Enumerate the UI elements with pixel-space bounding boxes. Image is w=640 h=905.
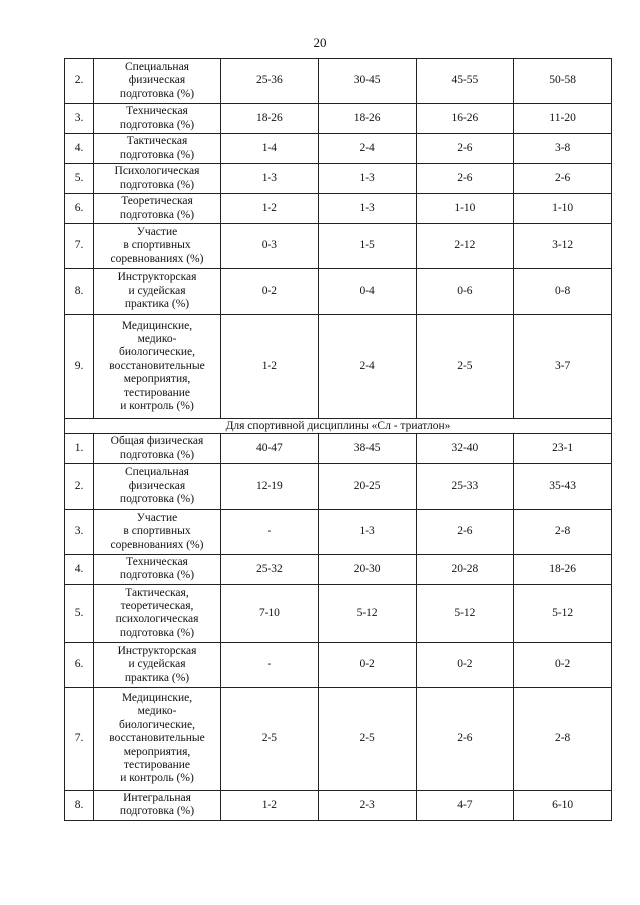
training-type-name: Инструкторская и судейская практика (%) bbox=[94, 269, 221, 315]
row-number: 7. bbox=[65, 687, 94, 790]
section-heading-row bbox=[65, 419, 612, 434]
training-plan-table bbox=[64, 58, 612, 821]
section-heading: Для спортивной дисциплины «Сл - триатлон» bbox=[65, 419, 612, 434]
row-number: 2. bbox=[65, 464, 94, 510]
table-row bbox=[65, 104, 612, 134]
training-type-name: Медицинские, медико- биологические, восстановительные мероприятия, тестирование и контроль (%) bbox=[94, 315, 221, 419]
percentage-range-cell: 2-6 bbox=[416, 134, 514, 164]
percentage-range-cell: 25-32 bbox=[221, 555, 319, 585]
percentage-range-cell: 1-3 bbox=[318, 164, 416, 194]
row-number: 3. bbox=[65, 104, 94, 134]
percentage-range-cell: 50-58 bbox=[514, 59, 612, 104]
table-row bbox=[65, 642, 612, 687]
percentage-range-cell: 40-47 bbox=[221, 434, 319, 464]
percentage-range-cell: 2-4 bbox=[318, 315, 416, 419]
percentage-range-cell: 1-3 bbox=[318, 510, 416, 555]
row-number: 7. bbox=[65, 224, 94, 269]
table-row bbox=[65, 315, 612, 419]
percentage-range-cell: 1-3 bbox=[318, 194, 416, 224]
table-row bbox=[65, 434, 612, 464]
training-type-name: Теоретическая подготовка (%) bbox=[94, 194, 221, 224]
row-number: 5. bbox=[65, 164, 94, 194]
table-row bbox=[65, 224, 612, 269]
percentage-range-cell: 45-55 bbox=[416, 59, 514, 104]
percentage-range-cell: 1-2 bbox=[221, 194, 319, 224]
percentage-range-cell: 12-19 bbox=[221, 464, 319, 510]
percentage-range-cell: 23-1 bbox=[514, 434, 612, 464]
training-type-name: Техническая подготовка (%) bbox=[94, 104, 221, 134]
percentage-range-cell: 5-12 bbox=[514, 584, 612, 642]
percentage-range-cell: 1-3 bbox=[221, 164, 319, 194]
percentage-range-cell: 18-26 bbox=[318, 104, 416, 134]
percentage-range-cell: 0-8 bbox=[514, 269, 612, 315]
percentage-range-cell: 1-4 bbox=[221, 134, 319, 164]
percentage-range-cell: 2-6 bbox=[416, 687, 514, 790]
table-row bbox=[65, 584, 612, 642]
table-row bbox=[65, 510, 612, 555]
percentage-range-cell: 2-12 bbox=[416, 224, 514, 269]
row-number: 1. bbox=[65, 434, 94, 464]
percentage-range-cell: 35-43 bbox=[514, 464, 612, 510]
percentage-range-cell: 1-5 bbox=[318, 224, 416, 269]
training-type-name: Техническая подготовка (%) bbox=[94, 555, 221, 585]
percentage-range-cell: 2-6 bbox=[416, 510, 514, 555]
percentage-range-cell: 5-12 bbox=[318, 584, 416, 642]
percentage-range-cell: 2-5 bbox=[416, 315, 514, 419]
table-row bbox=[65, 464, 612, 510]
row-number: 2. bbox=[65, 59, 94, 104]
percentage-range-cell: 2-5 bbox=[318, 687, 416, 790]
training-type-name: Общая физическая подготовка (%) bbox=[94, 434, 221, 464]
percentage-range-cell: 0-2 bbox=[416, 642, 514, 687]
percentage-range-cell: 18-26 bbox=[221, 104, 319, 134]
table-row bbox=[65, 134, 612, 164]
row-number: 6. bbox=[65, 642, 94, 687]
table-row bbox=[65, 59, 612, 104]
row-number: 8. bbox=[65, 269, 94, 315]
table-row bbox=[65, 269, 612, 315]
training-type-name: Медицинские, медико- биологические, восстановительные мероприятия, тестирование и контроль (%) bbox=[94, 687, 221, 790]
percentage-range-cell: 1-10 bbox=[514, 194, 612, 224]
training-type-name: Тактическая подготовка (%) bbox=[94, 134, 221, 164]
percentage-range-cell: - bbox=[221, 642, 319, 687]
table-row bbox=[65, 790, 612, 820]
percentage-range-cell: 7-10 bbox=[221, 584, 319, 642]
percentage-range-cell: 3-12 bbox=[514, 224, 612, 269]
percentage-range-cell: 2-6 bbox=[416, 164, 514, 194]
percentage-range-cell: 3-8 bbox=[514, 134, 612, 164]
table-row bbox=[65, 194, 612, 224]
percentage-range-cell: 32-40 bbox=[416, 434, 514, 464]
training-plan-body bbox=[65, 59, 612, 821]
percentage-range-cell: 1-2 bbox=[221, 790, 319, 820]
row-number: 9. bbox=[65, 315, 94, 419]
percentage-range-cell: 3-7 bbox=[514, 315, 612, 419]
percentage-range-cell: 0-4 bbox=[318, 269, 416, 315]
percentage-range-cell: 4-7 bbox=[416, 790, 514, 820]
percentage-range-cell: 30-45 bbox=[318, 59, 416, 104]
table-row bbox=[65, 164, 612, 194]
percentage-range-cell: 11-20 bbox=[514, 104, 612, 134]
percentage-range-cell: 20-28 bbox=[416, 555, 514, 585]
percentage-range-cell: 2-3 bbox=[318, 790, 416, 820]
page-number: 20 bbox=[313, 35, 327, 50]
training-type-name: Интегральная подготовка (%) bbox=[94, 790, 221, 820]
percentage-range-cell: 0-2 bbox=[514, 642, 612, 687]
percentage-range-cell: 38-45 bbox=[318, 434, 416, 464]
percentage-range-cell: 2-5 bbox=[221, 687, 319, 790]
percentage-range-cell: 0-2 bbox=[221, 269, 319, 315]
percentage-range-cell: 16-26 bbox=[416, 104, 514, 134]
percentage-range-cell: 18-26 bbox=[514, 555, 612, 585]
percentage-range-cell: 1-10 bbox=[416, 194, 514, 224]
training-type-name: Участие в спортивных соревнованиях (%) bbox=[94, 224, 221, 269]
row-number: 6. bbox=[65, 194, 94, 224]
percentage-range-cell: 20-30 bbox=[318, 555, 416, 585]
percentage-range-cell: 2-4 bbox=[318, 134, 416, 164]
row-number: 3. bbox=[65, 510, 94, 555]
row-number: 4. bbox=[65, 134, 94, 164]
training-type-name: Тактическая, теоретическая, психологическая подготовка (%) bbox=[94, 584, 221, 642]
table-row bbox=[65, 687, 612, 790]
percentage-range-cell: 0-2 bbox=[318, 642, 416, 687]
percentage-range-cell: 5-12 bbox=[416, 584, 514, 642]
percentage-range-cell: 25-33 bbox=[416, 464, 514, 510]
percentage-range-cell: 1-2 bbox=[221, 315, 319, 419]
percentage-range-cell: 2-6 bbox=[514, 164, 612, 194]
percentage-range-cell: 0-3 bbox=[221, 224, 319, 269]
training-type-name: Психологическая подготовка (%) bbox=[94, 164, 221, 194]
training-type-name: Участие в спортивных соревнованиях (%) bbox=[94, 510, 221, 555]
row-number: 4. bbox=[65, 555, 94, 585]
percentage-range-cell: 25-36 bbox=[221, 59, 319, 104]
training-type-name: Специальная физическая подготовка (%) bbox=[94, 464, 221, 510]
table-row bbox=[65, 555, 612, 585]
percentage-range-cell: 20-25 bbox=[318, 464, 416, 510]
percentage-range-cell: 2-8 bbox=[514, 510, 612, 555]
row-number: 8. bbox=[65, 790, 94, 820]
training-type-name: Инструкторская и судейская практика (%) bbox=[94, 642, 221, 687]
row-number: 5. bbox=[65, 584, 94, 642]
percentage-range-cell: 2-8 bbox=[514, 687, 612, 790]
training-type-name: Специальная физическая подготовка (%) bbox=[94, 59, 221, 104]
percentage-range-cell: 6-10 bbox=[514, 790, 612, 820]
percentage-range-cell: 0-6 bbox=[416, 269, 514, 315]
percentage-range-cell: - bbox=[221, 510, 319, 555]
